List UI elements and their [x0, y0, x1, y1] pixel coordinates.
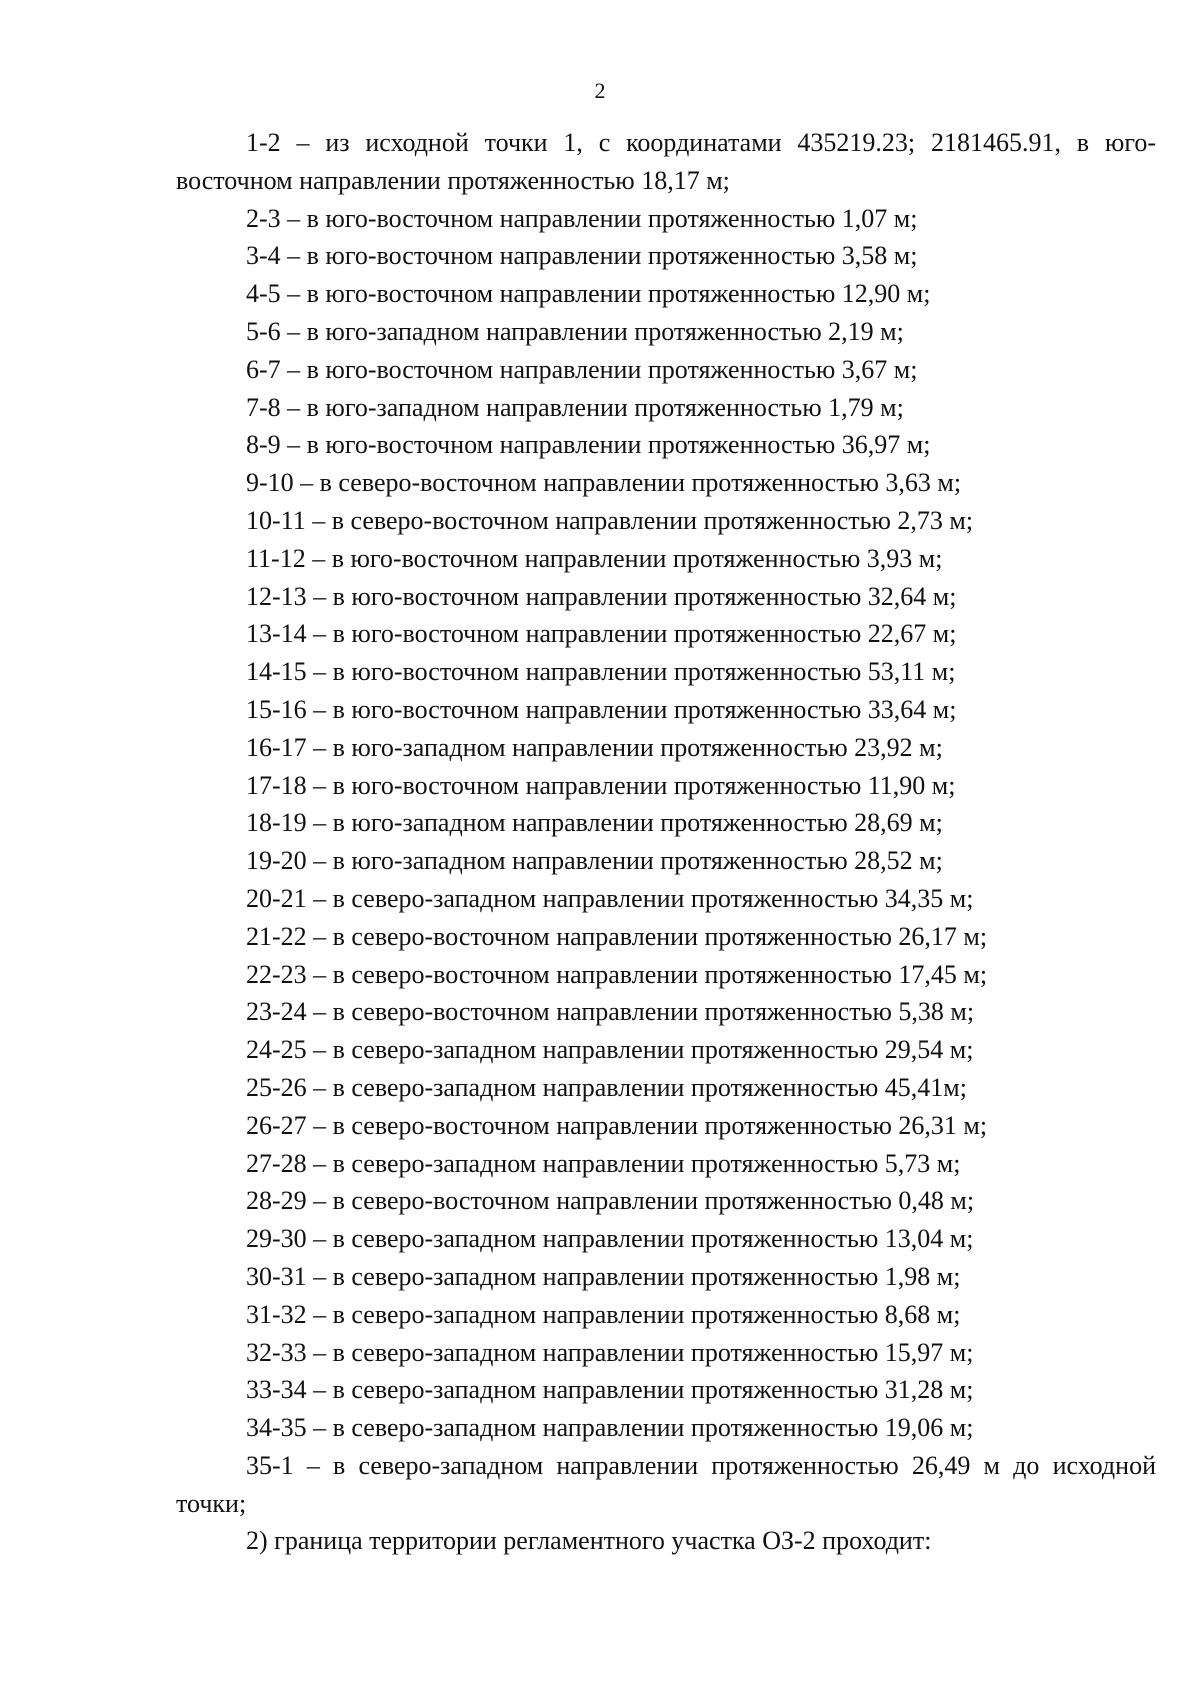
- segment-line: 5-6 – в юго-западном направлении протяженностью 2,19 м;: [246, 316, 904, 346]
- segment-line: 19-20 – в юго-западном направлении протяженностью 28,52 м;: [246, 846, 943, 876]
- segment-line: 9-10 – в северо-восточном направлении протяженностью 3,63 м;: [246, 468, 962, 498]
- next-section-heading: 2) граница территории регламентного участка ОЗ-2 проходит:: [246, 1526, 932, 1556]
- segment-line: 6-7 – в юго-восточном направлении протяженностью 3,67 м;: [246, 354, 918, 384]
- segment-line: 15-16 – в юго-восточном направлении протяженностью 33,64 м;: [246, 694, 957, 724]
- segment-line: 33-34 – в северо-западном направлении протяженностью 31,28 м;: [246, 1375, 974, 1405]
- segment-line: 20-21 – в северо-западном направлении протяженностью 34,35 м;: [246, 883, 974, 913]
- segment-line: 24-25 – в северо-западном направлении протяженностью 29,54 м;: [246, 1035, 974, 1065]
- segment-line: 3-4 – в юго-восточном направлении протяженностью 3,58 м;: [246, 241, 918, 271]
- segment-line: 28-29 – в северо-восточном направлении протяженностью 0,48 м;: [246, 1186, 975, 1216]
- segment-list: [176, 200, 1156, 1447]
- segment-line: 25-26 – в северо-западном направлении протяженностью 45,41м;: [246, 1072, 967, 1102]
- segment-line: 10-11 – в северо-восточном направлении протяженностью 2,73 м;: [246, 505, 974, 535]
- document-body: [176, 124, 1156, 1560]
- segment-line: 14-15 – в юго-восточном направлении протяженностью 53,11 м;: [246, 657, 956, 687]
- segment-line: 34-35 – в северо-западном направлении протяженностью 19,06 м;: [246, 1413, 974, 1443]
- segment-line: 17-18 – в юго-восточном направлении протяженностью 11,90 м;: [246, 770, 956, 800]
- segment-line: 2-3 – в юго-восточном направлении протяженностью 1,07 м;: [246, 203, 918, 233]
- segment-line: 21-22 – в северо-восточном направлении протяженностью 26,17 м;: [246, 921, 988, 951]
- segment-line: 27-28 – в северо-западном направлении протяженностью 5,73 м;: [246, 1148, 961, 1178]
- last-segment-paragraph: 35-1 – в северо-западном направлении протяженностью 26,49 м до исходной точки;: [176, 1450, 1156, 1518]
- segment-line: 16-17 – в юго-западном направлении протяженностью 23,92 м;: [246, 732, 943, 762]
- segment-line: 31-32 – в северо-западном направлении протяженностью 8,68 м;: [246, 1299, 961, 1329]
- segment-line: 30-31 – в северо-западном направлении протяженностью 1,98 м;: [246, 1261, 961, 1291]
- segment-line: 12-13 – в юго-восточном направлении протяженностью 32,64 м;: [246, 581, 957, 611]
- segment-line: 7-8 – в юго-западном направлении протяженностью 1,79 м;: [246, 392, 904, 422]
- segment-line: 11-12 – в юго-восточном направлении протяженностью 3,93 м;: [246, 543, 943, 573]
- segment-line: 18-19 – в юго-западном направлении протяженностью 28,69 м;: [246, 808, 943, 838]
- segment-line: 23-24 – в северо-восточном направлении протяженностью 5,38 м;: [246, 997, 975, 1027]
- intro-paragraph: 1-2 – из исходной точки 1, с координатами 435219.23; 2181465.91, в юго-восточном направлении протяженностью 18,17 м;: [176, 128, 1156, 195]
- segment-line: 32-33 – в северо-западном направлении протяженностью 15,97 м;: [246, 1337, 974, 1367]
- segment-line: 29-30 – в северо-западном направлении протяженностью 13,04 м;: [246, 1224, 974, 1254]
- segment-line: 22-23 – в северо-восточном направлении протяженностью 17,45 м;: [246, 959, 988, 989]
- page-number: 2: [594, 78, 606, 103]
- segment-line: 8-9 – в юго-восточном направлении протяженностью 36,97 м;: [246, 430, 931, 460]
- segment-line: 13-14 – в юго-восточном направлении протяженностью 22,67 м;: [246, 619, 957, 649]
- segment-line: 26-27 – в северо-восточном направлении протяженностью 26,31 м;: [246, 1110, 988, 1140]
- segment-line: 4-5 – в юго-восточном направлении протяженностью 12,90 м;: [246, 279, 931, 309]
